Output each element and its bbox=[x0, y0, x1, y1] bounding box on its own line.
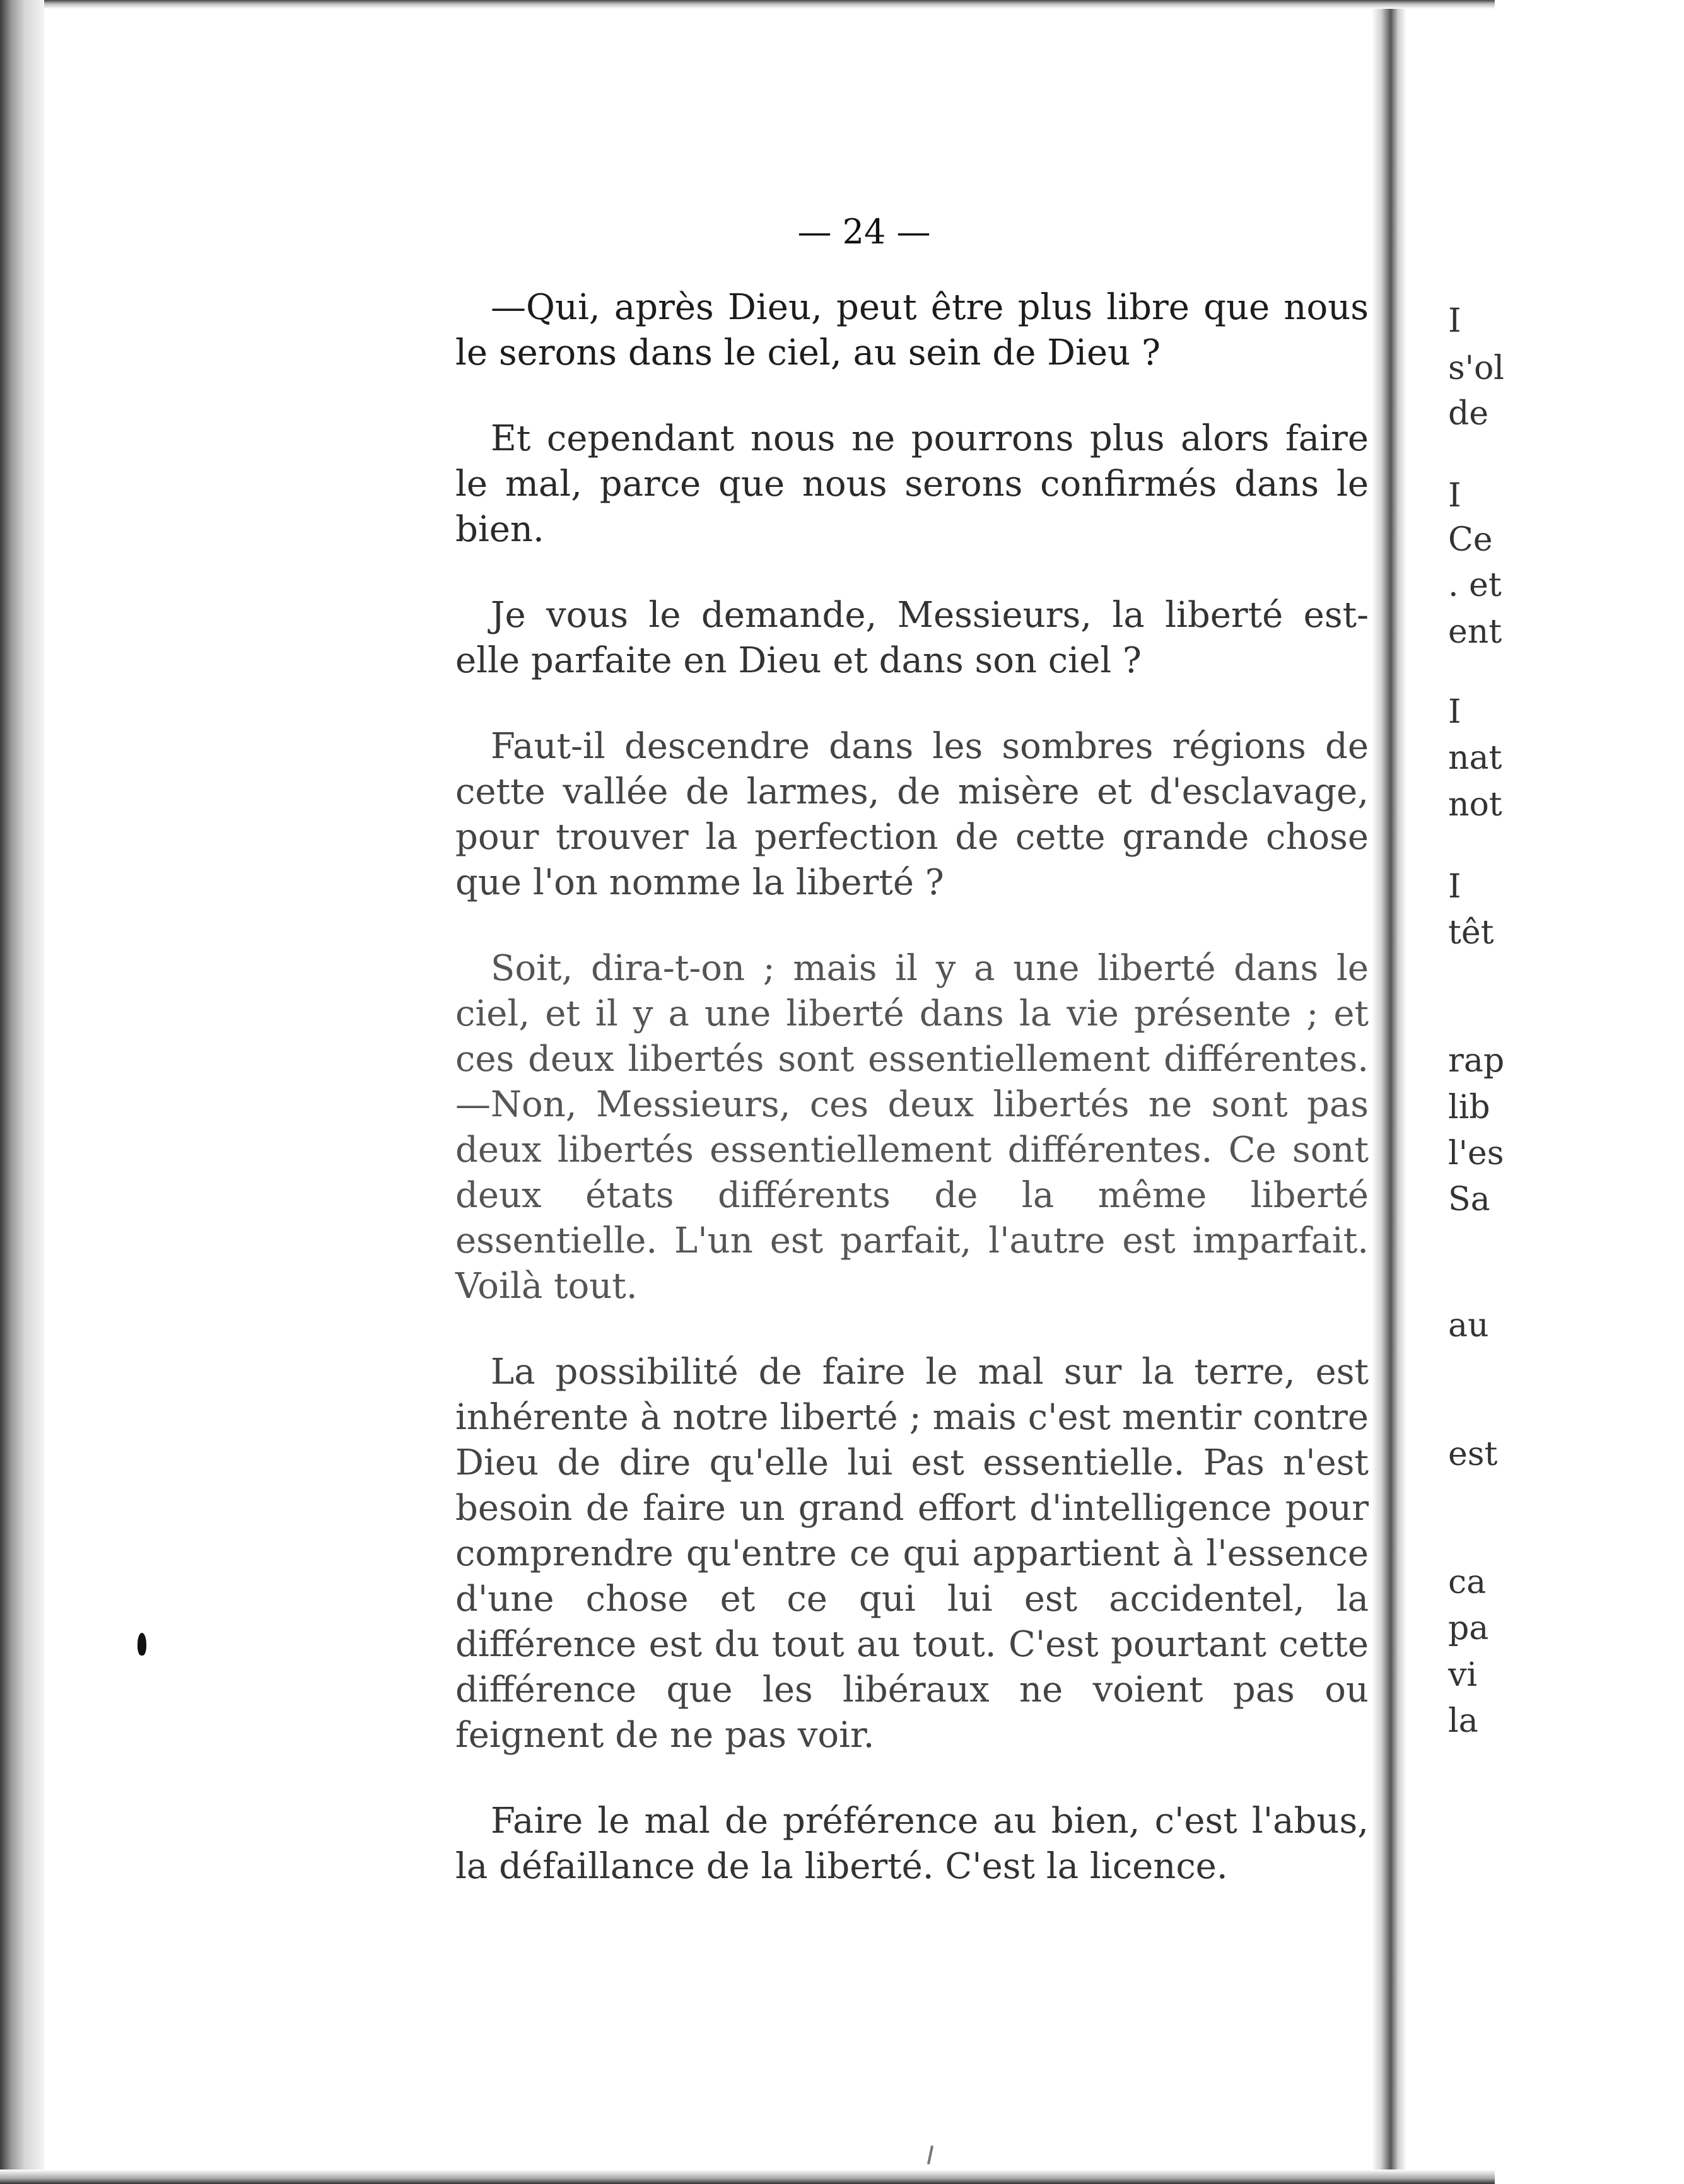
book-gutter bbox=[1372, 9, 1406, 2169]
book-page bbox=[44, 9, 1394, 2169]
next-page-fragment: I bbox=[1448, 693, 1461, 731]
paragraph: La possibilité de faire le mal sur la terre, est inhérente à notre liberté ; mais c'est mentir contre Dieu de dire qu'elle lui est essentielle. Pas n'est besoin de faire un grand effort d'intelligence pour comprendre qu'entre ce qui appartient à l'essence d'une chose et ce qui lui est accidentel, la différence est du tout au tout. C'est pourtant cette différence que les libéraux ne voient pas ou feignent de ne pas voir. bbox=[455, 1352, 1369, 1756]
next-page-fragment: têt bbox=[1448, 914, 1494, 952]
paragraph: —Qui, après Dieu, peut être plus libre que nous le serons dans le ciel, au sein de Dieu ? bbox=[455, 287, 1369, 373]
next-page-fragment: ent bbox=[1448, 613, 1502, 651]
page-number: — 24 — bbox=[797, 212, 931, 252]
paragraph: Faut-il descendre dans les sombres régions de cette vallée de larmes, de misère et d'esclavage, pour trouver la perfection de cette grande chose que l'on nomme la liberté ? bbox=[455, 726, 1369, 903]
page-body bbox=[455, 285, 1369, 1930]
next-page-fragment: de bbox=[1448, 395, 1489, 433]
next-page-fragment: lib bbox=[1448, 1089, 1490, 1126]
paragraph: Je vous le demande, Messieurs, la liberté est-elle parfaite en Dieu et dans son ciel ? bbox=[455, 595, 1369, 681]
next-page-fragment: rap bbox=[1448, 1042, 1505, 1080]
next-page-fragment: . et bbox=[1448, 566, 1502, 604]
next-page-fragment: I bbox=[1448, 302, 1461, 340]
paragraph: Faire le mal de préférence au bien, c'est l'abus, la défaillance de la liberté. C'est la licence. bbox=[455, 1801, 1369, 1887]
next-page-fragment: Ce bbox=[1448, 521, 1493, 559]
next-page-fragment: not bbox=[1448, 786, 1502, 824]
scan-left-edge bbox=[0, 0, 44, 2184]
next-page-fragment: vi bbox=[1448, 1656, 1478, 1694]
next-page-fragment: nat bbox=[1448, 739, 1502, 777]
stray-mark bbox=[927, 2146, 933, 2164]
next-page-fragment: I bbox=[1448, 477, 1461, 515]
next-page-fragment: I bbox=[1448, 868, 1461, 906]
next-page-fragment: ca bbox=[1448, 1563, 1487, 1601]
ink-blot bbox=[137, 1633, 146, 1656]
next-page-fragment: la bbox=[1448, 1702, 1478, 1740]
next-page-fragment: au bbox=[1448, 1307, 1489, 1345]
paragraph: Et cependant nous ne pourrons plus alors faire le mal, parce que nous serons confirmés dans le bien. bbox=[455, 418, 1369, 550]
paragraph: Soit, dira-t-on ; mais il y a une liberté dans le ciel, et il y a une liberté dans la vie présente ; et ces deux libertés sont essentiellement différentes.—Non, Messieurs, ces deux libertés ne sont pas deux libertés essentiellement différentes. Ce sont deux états différents de la même liberté essentielle. L'un est parfait, l'autre est imparfait. Voilà tout. bbox=[455, 948, 1369, 1307]
next-page-edge bbox=[1406, 9, 1505, 2169]
next-page-fragment: s'ol bbox=[1448, 349, 1504, 387]
next-page-fragment: Sa bbox=[1448, 1181, 1490, 1218]
scan-bottom-edge bbox=[0, 2169, 1495, 2184]
scan-top-edge bbox=[0, 0, 1495, 9]
next-page-fragment: pa bbox=[1448, 1609, 1489, 1647]
next-page-fragment: est bbox=[1448, 1435, 1498, 1473]
next-page-fragment: l'es bbox=[1448, 1135, 1504, 1172]
